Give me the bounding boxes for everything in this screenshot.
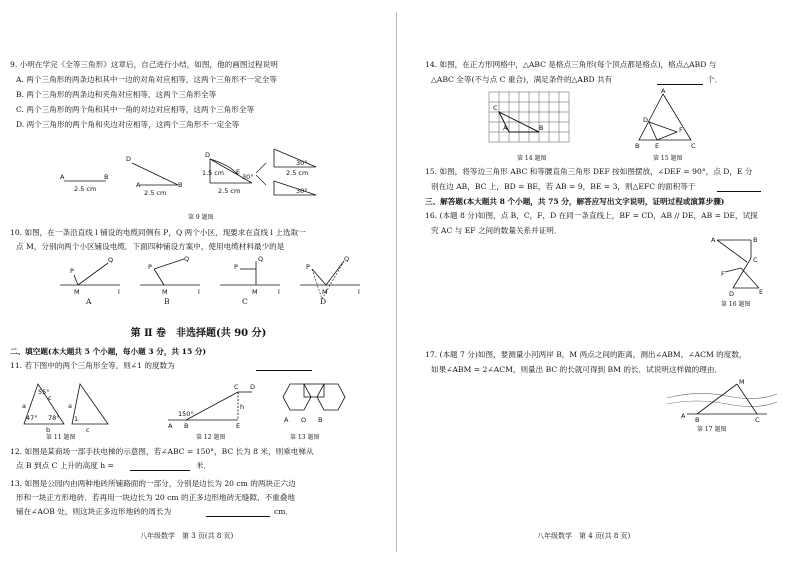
q12-answer-blank	[130, 470, 190, 471]
q11-figure	[20, 380, 112, 434]
page-3-footer: 八年级数学 第 3 页(共 8 页)	[140, 532, 234, 540]
q10-figures	[60, 255, 360, 305]
svg-text:E: E	[655, 142, 660, 150]
q14-line1: 14. 如图，在正方形网格中，△ABC 是格点三角形(每个顶点都是格点)，格点△ABD 与	[425, 60, 717, 69]
q16-line2: 究 AC 与 EF 之间的数量关系并证明．	[431, 226, 562, 235]
svg-text:a: a	[68, 402, 72, 410]
svg-text:1.5 cm: 1.5 cm	[202, 169, 224, 177]
q14-unit: 个．	[707, 75, 723, 84]
svg-text:A: A	[60, 173, 65, 181]
svg-text:C: C	[493, 104, 498, 112]
svg-text:l: l	[198, 288, 200, 296]
q12-line1: 12. 如图是某商场一部手扶电梯的示意图，若∠ABC = 150°，BC 长为 8 米，则乘电梯从	[10, 447, 314, 456]
q10-line2: 点 M，分别向两个小区铺设电缆．下面四种铺设方案中，使用电缆材料最少的是	[16, 242, 285, 251]
q11-text: 11. 若下图中的两个三角形全等，则∠1 的度数为	[10, 361, 175, 370]
q15-answer-blank	[717, 191, 761, 192]
q12-unit: 米．	[196, 461, 212, 470]
q11-caption: 第 11 题图	[46, 434, 76, 441]
q15-figure	[635, 87, 715, 150]
svg-text:55°: 55°	[38, 388, 50, 396]
svg-text:h: h	[240, 403, 245, 411]
part-3-header: 三、解答题(本大题共 8 个小题，共 75 分，解答应写出文字说明，证明过程或演算步骤)	[425, 197, 725, 206]
svg-text:M: M	[739, 378, 745, 386]
svg-text:A: A	[661, 87, 666, 95]
q16-figure	[711, 236, 771, 298]
q13-line3: 铺在∠AOB 处，则这块正多边形地砖的周长为	[16, 507, 172, 516]
q17-line1: 17. (本题 7 分)如图，要测量小河两岸 B，M 两点之间的距离，测出∠ABM，∠ACM 的度数，	[425, 350, 747, 359]
q15-caption: 第 15 题图	[653, 155, 683, 162]
exam-page-4	[397, 0, 794, 561]
svg-text:P: P	[306, 263, 310, 271]
svg-text:B: B	[695, 416, 700, 424]
q17-figure	[667, 378, 777, 422]
q9-stem: 9. 小明在学完《全等三角形》这章后，自己进行小结，如图，他的画图过程说明	[10, 60, 278, 69]
q10-option-d: D	[320, 297, 327, 306]
svg-text:Q: Q	[108, 256, 114, 264]
svg-text:B: B	[178, 181, 183, 189]
svg-text:P: P	[234, 263, 238, 271]
svg-text:l: l	[358, 288, 360, 296]
q16-line1: 16. (本题 8 分)如图，点 B，C，F，D 在同一条直线上，BF = CD，AB // DE，AB = DE，试探	[425, 211, 758, 220]
svg-text:2.5 cm: 2.5 cm	[218, 187, 241, 195]
svg-text:B: B	[753, 236, 758, 244]
q10-option-b: B	[164, 297, 170, 306]
q10-option-c: C	[242, 297, 248, 306]
svg-text:1: 1	[74, 415, 79, 423]
svg-text:l: l	[278, 288, 280, 296]
svg-text:C: C	[755, 416, 760, 424]
svg-text:F: F	[721, 270, 725, 278]
svg-text:F: F	[679, 126, 683, 134]
svg-text:Q: Q	[258, 255, 264, 263]
svg-text:30°: 30°	[296, 159, 308, 167]
page-4-footer: 八年级数学 第 4 页(共 8 页)	[537, 532, 631, 540]
svg-text:Q: Q	[344, 255, 350, 263]
svg-text:E: E	[236, 422, 241, 430]
svg-text:B: B	[318, 416, 323, 424]
svg-text:2.5 cm: 2.5 cm	[74, 185, 97, 193]
svg-text:B: B	[184, 422, 189, 430]
q13-answer-blank	[206, 516, 270, 517]
q12-caption: 第 12 题图	[196, 434, 226, 441]
svg-text:C: C	[691, 142, 696, 150]
svg-text:M: M	[162, 288, 168, 296]
svg-text:78°: 78°	[48, 414, 60, 422]
q13-figure	[270, 378, 360, 430]
q14-grid-figure	[489, 92, 579, 146]
svg-text:c: c	[86, 426, 90, 434]
q9-option-a: A. 两个三角形的两条边和其中一边的对角对应相等，这两个三角形不一定全等	[16, 75, 277, 84]
svg-text:P: P	[70, 267, 74, 275]
q9-option-d: D. 两个三角形的两个角和夹边对应相等，这两个三角形不一定全等	[16, 120, 240, 129]
q14-caption: 第 14 题图	[517, 155, 547, 162]
q12-figure	[168, 382, 258, 430]
svg-text:C: C	[234, 383, 239, 391]
q17-caption: 第 17 题图	[697, 426, 727, 433]
q9-caption: 第 9 题图	[188, 214, 214, 221]
q9-option-c: C. 两个三角形的两个角和其中一角的对边对应相等，这两个三角形全等	[16, 105, 255, 114]
svg-text:Q: Q	[184, 255, 190, 263]
svg-text:47°: 47°	[26, 414, 38, 422]
svg-text:30°: 30°	[242, 173, 254, 181]
svg-text:O: O	[301, 416, 307, 424]
svg-text:A: A	[503, 124, 508, 132]
q14-answer-blank	[657, 84, 703, 85]
svg-text:E: E	[236, 168, 241, 176]
q16-caption: 第 16 题图	[721, 301, 751, 308]
q13-unit: cm．	[274, 507, 294, 516]
q13-caption: 第 13 题图	[290, 434, 320, 441]
svg-text:c: c	[48, 394, 52, 402]
q9-option-b: B. 两个三角形的两条边和夹角对应相等，这两个三角形全等	[16, 90, 217, 99]
q10-line1: 10. 如图，在一条沿直线 l 铺设的电缆同侧有 P，Q 两个小区，现要求在直线 l 上选取一	[10, 228, 306, 237]
svg-text:B: B	[635, 142, 640, 150]
svg-text:P: P	[148, 263, 152, 271]
svg-text:A: A	[136, 181, 141, 189]
q15-line1: 15. 如图，将等边三角形 ABC 和等腰直角三角形 DEF 按如图摆放，∠DEF = 90°，点 D，E 分	[425, 167, 753, 176]
svg-text:l: l	[118, 288, 120, 296]
svg-text:A: A	[284, 416, 289, 424]
svg-text:D: D	[643, 116, 649, 124]
svg-text:a: a	[22, 402, 26, 410]
svg-text:D: D	[126, 155, 132, 163]
svg-text:30°: 30°	[296, 187, 308, 195]
q13-line2: 形和一块正方形地砖．若再用一块边长为 20 cm 的正多边形地砖无缝隙、不重叠地	[16, 493, 295, 502]
svg-text:2.5 cm: 2.5 cm	[286, 169, 309, 177]
svg-text:M: M	[322, 288, 328, 296]
q15-line2: 别在边 AB，BC 上，BD = BE，若 AB = 9，BE = 3，则△EFC 的面积等于	[431, 182, 696, 191]
svg-text:D: D	[205, 151, 211, 159]
q9-figure	[60, 145, 360, 205]
q10-option-a: A	[86, 297, 92, 306]
q11-answer-blank	[256, 370, 312, 371]
part-2-header: 二、填空题(本大题共 5 个小题，每小题 3 分，共 15 分)	[10, 347, 207, 356]
svg-text:A: A	[681, 412, 686, 420]
svg-text:M: M	[74, 288, 80, 296]
svg-text:D: D	[250, 383, 256, 391]
svg-text:2.5 cm: 2.5 cm	[144, 189, 167, 197]
q13-line1: 13. 如图是公园内由两种地砖所铺路面的一部分，分别是边长为 20 cm 的两块正六边	[10, 479, 296, 488]
svg-text:C: C	[753, 256, 758, 264]
q17-line2: 如果∠ABM = 2∠ACM，则量出 BC 的长就可得到 BM 的长．试说明这样做的理由．	[431, 365, 723, 374]
svg-text:A: A	[168, 422, 173, 430]
svg-text:B: B	[104, 173, 109, 181]
svg-text:D: D	[729, 290, 735, 298]
svg-text:A: A	[711, 236, 716, 244]
q14-line2: △ABC 全等(不与点 C 重合)，满足条件的△ABD 共有	[431, 75, 613, 84]
svg-text:B: B	[539, 124, 544, 132]
svg-text:b: b	[46, 426, 51, 434]
q12-line2: 点 B 到点 C 上升的高度 h =	[16, 461, 114, 470]
section-2-title: 第 Ⅱ 卷 非选择题(共 90 分)	[130, 328, 267, 339]
svg-text:E: E	[759, 288, 764, 296]
svg-text:150°: 150°	[178, 410, 194, 418]
svg-text:M: M	[252, 288, 258, 296]
